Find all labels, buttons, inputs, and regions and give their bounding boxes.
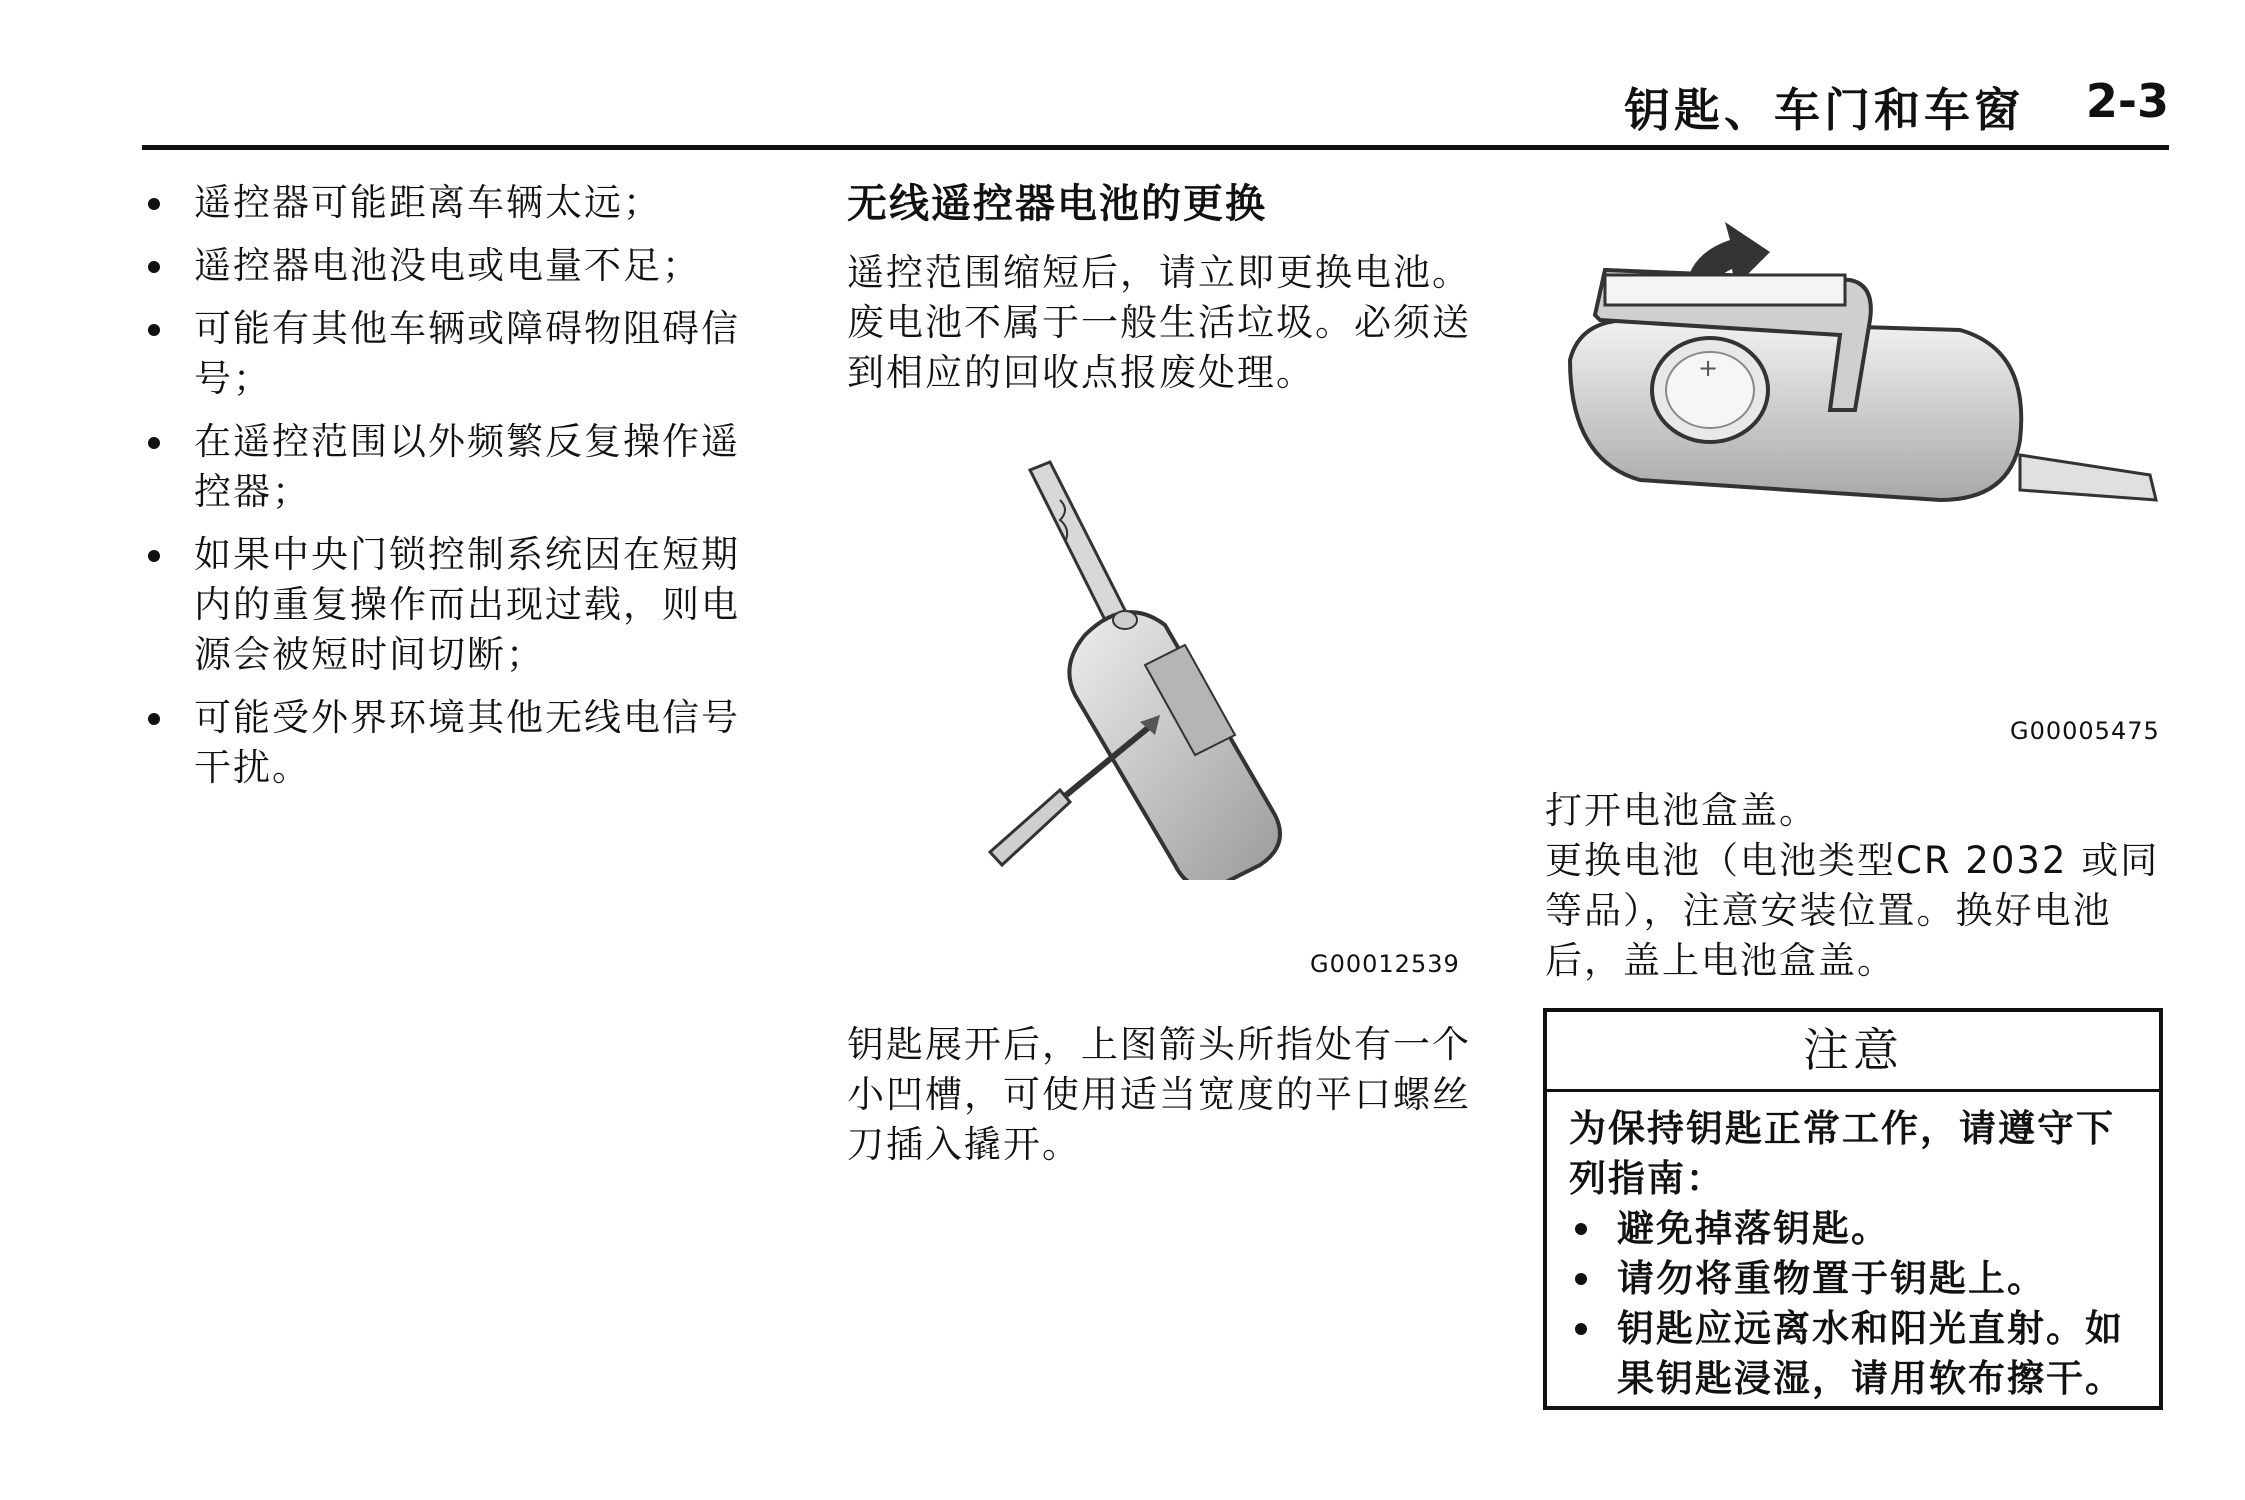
page-header (0, 74, 2245, 137)
header-rule (142, 145, 2169, 150)
bullet-icon (1575, 1273, 1587, 1285)
list-item: 可能有其他车辆或障碍物阻碍信号； (148, 304, 753, 404)
notice-intro: 为保持钥匙正常工作，请遵守下列指南： (1569, 1107, 2115, 1200)
list-item: 钥匙应远离水和阳光直射。如果钥匙浸湿，请用软布擦干。 (1569, 1304, 2137, 1404)
bullet-icon (148, 713, 160, 725)
bullet-icon (148, 261, 160, 273)
section-heading: 无线遥控器电池的更换 (847, 181, 1267, 227)
figure-code: G00005475 (2010, 717, 2160, 745)
intro-paragraph: 遥控范围缩短后，请立即更换电池。废电池不属于一般生活垃圾。必须送到相应的回收点报废处理。 (847, 251, 1471, 394)
bullet-icon (148, 324, 160, 336)
left-column (148, 178, 753, 806)
bullet-icon (1575, 1223, 1587, 1235)
step-open-cover: 打开电池盒盖。 (1545, 789, 1818, 832)
notice-title: 注意 (1547, 1012, 2159, 1092)
fig1-caption: 钥匙展开后，上图箭头所指处有一个小凹槽，可使用适当宽度的平口螺丝刀插入撬开。 (847, 1023, 1471, 1166)
notice-box (1543, 1008, 2163, 1410)
key-screwdriver-figure (970, 460, 1340, 880)
bullet-icon (1575, 1323, 1587, 1335)
page-number: 2-3 (2085, 74, 2169, 128)
list-item: 避免掉落钥匙。 (1569, 1204, 2137, 1254)
bullet-icon (148, 550, 160, 562)
list-item: 遥控器电池没电或电量不足； (148, 241, 753, 291)
list-item: 在遥控范围以外频繁反复操作遥控器； (148, 417, 753, 517)
notice-list (1569, 1204, 2137, 1404)
figure-code: G00012539 (1310, 950, 1460, 978)
list-item: 如果中央门锁控制系统因在短期内的重复操作而出现过载，则电源会被短时间切断； (148, 530, 753, 680)
chapter-title: 钥匙、车门和车窗 (1624, 83, 2024, 137)
svg-text:+: + (1698, 354, 1719, 382)
notice-body (1547, 1092, 2159, 1404)
battery-replacement-figure (1550, 210, 2170, 610)
list-item: 遥控器可能距离车辆太远； (148, 178, 753, 228)
list-item: 请勿将重物置于钥匙上。 (1569, 1254, 2137, 1304)
middle-column (847, 178, 1487, 398)
step-replace-battery: 更换电池（电池类型CR 2032 或同等品），注意安装位置。换好电池后，盖上电池盒盖。 (1545, 839, 2160, 982)
bullet-icon (148, 198, 160, 210)
cause-list (148, 178, 753, 793)
replacement-steps (1545, 786, 2175, 986)
bullet-icon (148, 437, 160, 449)
list-item: 可能受外界环境其他无线电信号干扰。 (148, 693, 753, 793)
